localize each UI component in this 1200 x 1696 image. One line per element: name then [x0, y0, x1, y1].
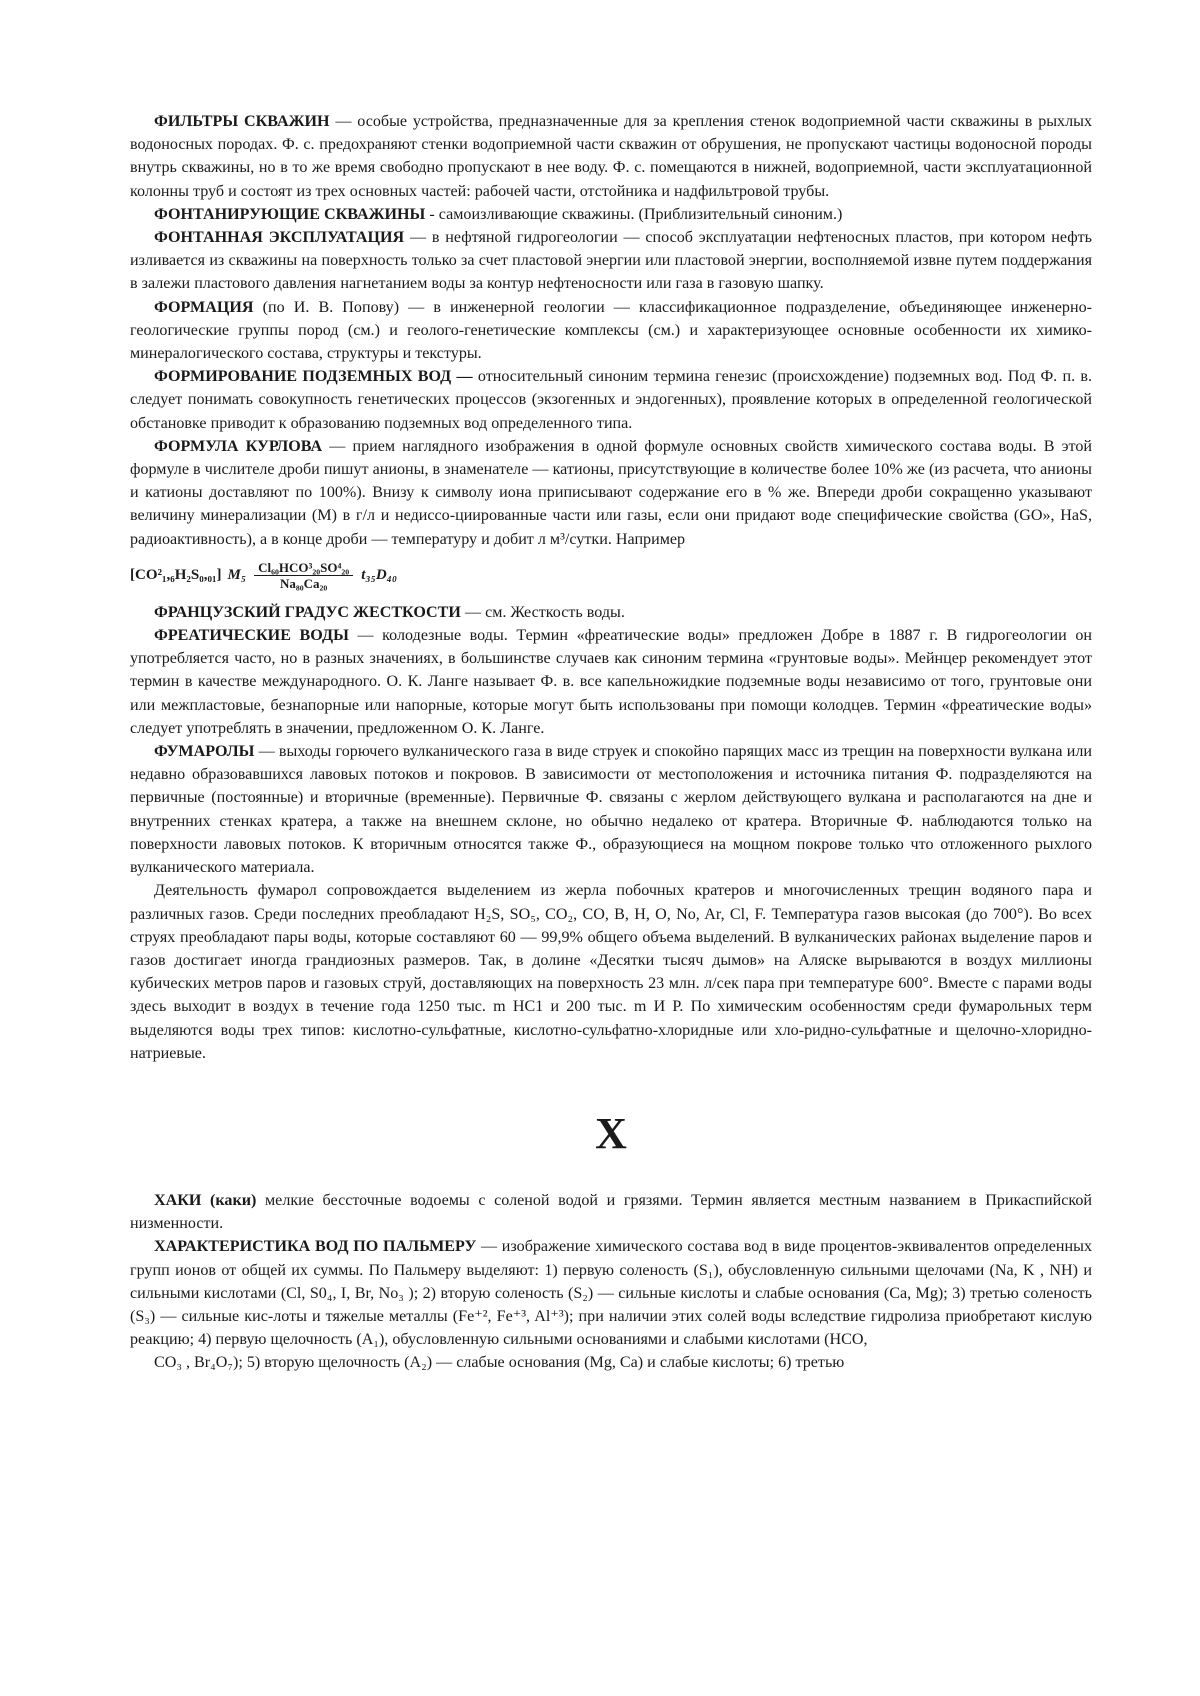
entries-x-section: [130, 1189, 1092, 1375]
section-letter-heading: X: [595, 1108, 627, 1158]
entry-kharakteristika-vod-po-palmeru: [130, 1235, 1092, 1351]
formula-numerator: Cl₆₀HCO³₂₀SO⁴₂₀: [254, 560, 353, 576]
formula-prefix: [CO²₁,₆H₂S₀,₀₁]: [130, 567, 222, 584]
entry-text: — в нефтяной гидрогеологии — способ эксплуатации нефтеносных пластов, при котором нефть изливается из скважины на поверхность только за счет пластовой энергии или пластовой энергии, восполняемой извне путем поддержания в залежи пластового давления нагнетанием воды за контур нефтеносности или газа в газовую шапку.: [130, 229, 1093, 293]
entry-fontannaya-ekspluatatsiya: [130, 226, 1092, 296]
entry-filtry-skvazhin: [130, 110, 1092, 203]
entry-formirovanie-podzemnykh-vod: [130, 365, 1092, 435]
entry-term: ФРАНЦУЗСКИЙ ГРАДУС ЖЕСТКОСТИ: [154, 603, 461, 621]
entry-formatsiya: [130, 296, 1092, 366]
entries-f-section: [130, 110, 1092, 551]
entry-term: ФОНТАНИРУЮЩИЕ СКВАЖИНЫ: [154, 205, 426, 223]
entry-term: ФОНТАННАЯ ЭКСПЛУАТАЦИЯ: [154, 229, 405, 247]
entry-text: (по И. В. Попову) — в инженерной геологии — классификационное подразделение, объединяющее инженерно-геологические группы пород (см.) и геолого-генетические комплексы (см.) и характеризующее основные особенности их химико-минералогического состава, структуры и текстуры.: [130, 298, 1092, 363]
kurlov-formula-example: [130, 553, 1092, 599]
entry-text: — выходы горючего вулканического газа в виде струек и спокойно парящих масс из трещин на поверхности вулкана или недавно образовавшихся лавовых потоков и покровов. В зависимости от местоположения и источника питания Ф. подразделяются на первичные (постоянные) и вторичные (временные). Первичные Ф. связаны с жерлом действующего вулкана и располагаются на дне и внутренних стенках кратера, а также на внешнем склоне, но обычно недалеко от кратера. Вторичные Ф. наблюдаются только на поверхности лавовых потоков. К вторичным относятся также Ф., образующиеся на мощном покрове только что отложенного рыхлого вулканического материала.: [130, 743, 1092, 877]
entry-palmer-continued: [130, 1351, 1092, 1374]
entry-text: CO₃ , Br₄O₇); 5) вторую щелочность (A₂) — слабые основания (Mg, Ca) и слабые кислоты; 6) третью: [154, 1354, 845, 1372]
entry-text: относительный синоним термина генезис (происхождение) подземных вод. Под Ф. п. в. следует понимать совокупность генетических процессов (экзогенных и эндогенных), проявление которых в определенной геологической обстановке приводит к образованию подземных вод определенного типа.: [130, 368, 1092, 432]
entry-fumaroly-continued: [130, 879, 1092, 1065]
formula-suffix: t₃₅D₄₀: [361, 567, 398, 584]
entry-text: — особые устройства, предназначенные для за крепления стенок водоприемной части скважины в рыхлых водоносных породах. Ф. с. предохраняют стенки водоприемной части скважин от обрушения, не пропускают частицы водоносной породы внутрь скважины, но в то же время свободно пропускают в нее воду. Ф. с. помещаются в нижней, водоприемной, части эксплуатационной колонны труб и состоят из трех основных частей: рабочей части, отстойника и надфильтровой трубы.: [130, 113, 1092, 200]
document-page: [130, 110, 1092, 1375]
entry-term: ФРЕАТИЧЕСКИЕ ВОДЫ: [154, 627, 349, 645]
formula-fraction: [254, 560, 353, 591]
entry-text: — изображение химического состава вод в виде процентов-эквивалентов определенных групп ионов от общей их суммы. По Пальмеру выделяют: 1) первую соленость (S₁), обусловленную сильными щелочами (Na, K , NH) и сильными кислотами (Cl, S0₄, I, Br, No₃ ); 2) вторую соленость (S₂) — сильные кислоты и слабые основания (Ca, Mg); 3) третью соленость (S₃) — сильные кис-лоты и тяжелые металлы (Fe⁺², Fe⁺³, Al⁺³); при наличии этих солей воды вследствие гидролиза приобретают кислую реакцию; 4) первую щелочность (A₁), обусловленную сильными основаниями и слабыми кислотами (HCO,: [130, 1238, 1092, 1349]
entry-text: мелкие бессточные водоемы с соленой водой и грязями. Термин является местным названием в Прикаспийской низменности.: [130, 1191, 1092, 1233]
entry-khaki: [130, 1189, 1092, 1235]
entry-text: — прием наглядного изображения в одной формуле основных свойств химического состава воды. В этой формуле в числителе дроби пишут анионы, в знаменателе — катионы, присутствующие в количестве более 10% же (из расчета, что анионы и катионы доставляют по 100%). Внизу к символу иона приписывают содержание его в % же. Впереди дроби сокращенно указывают величину минерализации (М) в г/л и недиссо-циированные части или газы, если они придают воде специфические свойства (GO», HaS, радиоактивность), а в конце дроби — температуру и добит л м³/сутки. Например: [130, 437, 1092, 548]
entry-term: ХАКИ (каки): [154, 1191, 257, 1209]
entry-frantsuzskiy-gradus: [130, 601, 1092, 624]
entry-fontaniruyushchie-skvazhiny: [130, 203, 1092, 226]
entry-term: ФОРМИРОВАНИЕ ПОДЗЕМНЫХ ВОД —: [154, 368, 473, 386]
entry-term: ФОРМАЦИЯ: [154, 298, 254, 316]
entry-text: Деятельность фумарол сопровождается выделением из жерла побочных кратеров и многочисленных трещин водяного пара и различных газов. Среди последних преобладают H₂S, SO₅, CO₂, CO, B, H, O, No, Ar, Cl, F. Температура газов высокая (до 700°). Во всех струях преобладают пары воды, которые составляют 60 — 99,9% общего объема выделений. В вулканических районах выделение паров и газов достигает иногда грандиозных размеров. Так, в долине «Десятки тысяч дымов» на Аляске вырываются в воздух миллионы кубических метров паров и газовых струй, доставляющих на поверхность 23 млн. л/сек пара при температуре 600°. Вместе с парами воды здесь выходит в воздух в течение года 1250 тыс. m HC1 и 200 тыс. m И Р. По химическим особенностям среди фумарольных терм выделяются воды трех типов: кислотно-сульфатные, кислотно-сульфатно-хлоридные или хло-ридно-сульфатные и щелочно-хлоридно-натриевые.: [130, 882, 1092, 1062]
entries-f2-section: [130, 601, 1092, 1065]
entry-term: ФОРМУЛА КУРЛОВА: [154, 437, 323, 455]
entry-text: — см. Жесткость воды.: [460, 603, 625, 621]
entry-term: ХАРАКТЕРИСТИКА ВОД ПО ПАЛЬМЕРУ: [154, 1238, 477, 1256]
entry-fumaroly: [130, 740, 1092, 879]
formula-denominator: Na₈₀Ca₂₀: [279, 576, 328, 592]
entry-text: — колодезные воды. Термин «фреатические воды» предложен Добре в 1887 г. В гидрогеологии он употребляется часто, но в разных значениях, в большинстве случаев как синоним термина «грунтовые воды». Мейнцер рекомендует этот термин в качестве международного. О. К. Ланге называет Ф. в. все капельножидкие подземные воды независимо от того, грунтовые они или межпластовые, безнапорные или напорные, которые могут быть использованы при помощи колодцев. Термин «фреатические воды» следует употреблять в значении, предложенном О. К. Ланге.: [130, 627, 1092, 737]
entry-text: - самоизливающие скважины. (Приблизительный синоним.): [425, 205, 843, 223]
entry-formula-kurlova: [130, 435, 1092, 551]
entry-freaticheskie-vody: [130, 624, 1092, 740]
entry-term: ФУМАРОЛЫ: [154, 743, 255, 761]
entry-term: ФИЛЬТРЫ СКВАЖИН: [154, 113, 330, 130]
formula-mineralization: M₅: [227, 567, 247, 584]
